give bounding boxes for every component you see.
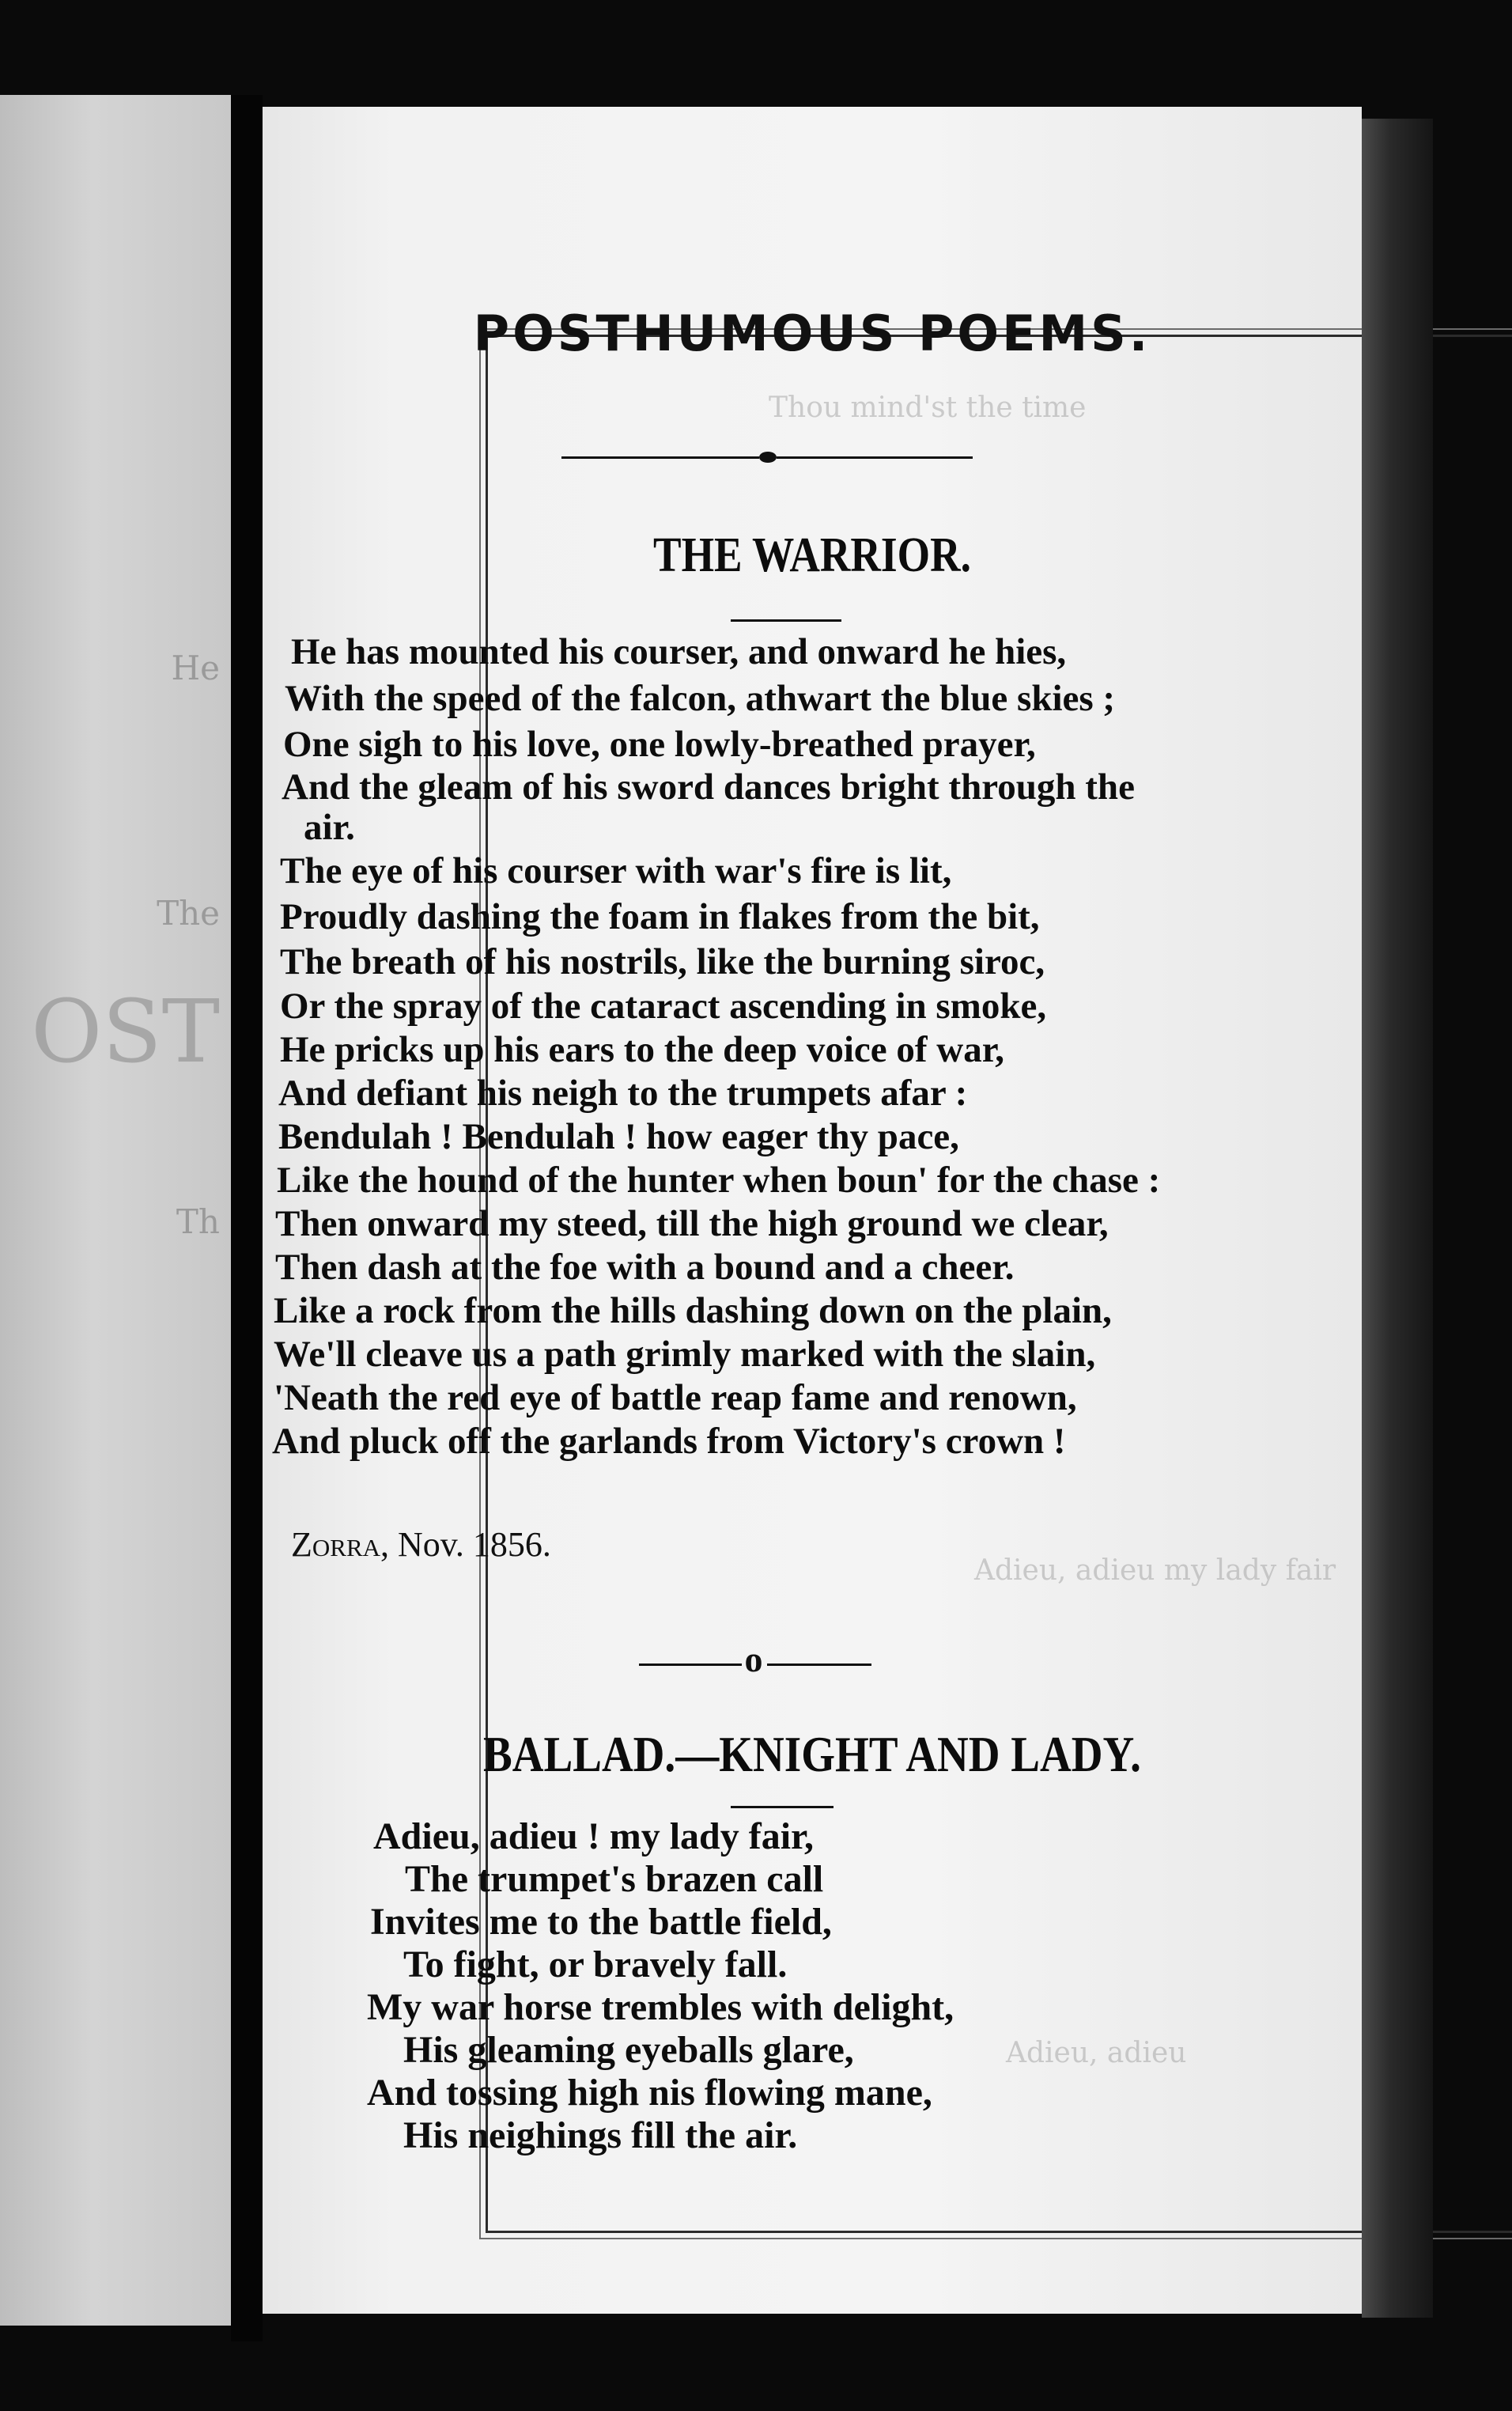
header-rule-ornament bbox=[759, 452, 777, 463]
poem-line: To fight, or bravely fall. bbox=[403, 1944, 788, 1985]
poem-title: THE WARRIOR. bbox=[653, 528, 971, 582]
poem-line: The breath of his nostrils, like the burning siroc, bbox=[280, 941, 1045, 982]
poem-line: With the speed of the falcon, athwart the blue skies ; bbox=[285, 678, 1116, 719]
facing-page-ghost-text: He bbox=[171, 649, 220, 687]
dateline-date: , Nov. 1856. bbox=[380, 1525, 551, 1564]
show-through-text: Adieu, adieu my lady fair bbox=[974, 1554, 1336, 1587]
poem-line: Then onward my steed, till the high ground we clear, bbox=[275, 1203, 1109, 1244]
show-through-text: Adieu, adieu bbox=[1006, 2037, 1187, 2069]
book-page bbox=[263, 107, 1362, 2314]
poem-line: Like the hound of the hunter when boun' for the chase : bbox=[277, 1160, 1161, 1201]
poem-line: The eye of his courser with war's fire is lit, bbox=[280, 850, 952, 891]
poem-body bbox=[364, 1815, 954, 2157]
poem-line: One sigh to his love, one lowly-breathed prayer, bbox=[283, 724, 1036, 765]
poem-line: 'Neath the red eye of battle reap fame and renown, bbox=[274, 1377, 1077, 1418]
poem-line: His neighings fill the air. bbox=[403, 2114, 798, 2156]
poem-line: We'll cleave us a path grimly marked with the slain, bbox=[274, 1334, 1096, 1375]
poem-line: Then dash at the foe with a bound and a cheer. bbox=[275, 1247, 1015, 1288]
facing-page-ghost-text: The bbox=[157, 894, 220, 933]
poem-line: air. bbox=[304, 807, 355, 848]
poem-line: And defiant his neigh to the trumpets afar : bbox=[278, 1073, 968, 1114]
poem-line: Adieu, adieu ! my lady fair, bbox=[373, 1815, 814, 1857]
separator-rule-right bbox=[767, 1663, 871, 1666]
dateline-place: Zorra bbox=[291, 1525, 381, 1564]
separator-glyph: o bbox=[744, 1639, 763, 1679]
poem-line: Like a rock from the hills dashing down on the plain, bbox=[274, 1290, 1112, 1331]
header-rule-left bbox=[561, 456, 759, 459]
book-gutter bbox=[231, 95, 263, 2341]
facing-page-ghost-text: OST bbox=[31, 981, 220, 1082]
poem-line: And the gleam of his sword dances bright through the bbox=[282, 766, 1135, 808]
poem-line: Proudly dashing the foam in flakes from the bit, bbox=[280, 896, 1040, 937]
separator-rule-left bbox=[639, 1663, 742, 1666]
facing-page bbox=[0, 95, 231, 2326]
poem-line: He pricks up his ears to the deep voice of war, bbox=[280, 1029, 1005, 1070]
show-through-text: Thou mind'st the time bbox=[769, 392, 1087, 424]
poem-title: BALLAD.—KNIGHT AND LADY. bbox=[483, 1726, 1141, 1782]
page-edge-shadow bbox=[1362, 119, 1433, 2318]
poem-line: He has mounted his courser, and onward he hies, bbox=[291, 631, 1067, 672]
poem-line: And pluck off the garlands from Victory's crown ! bbox=[272, 1421, 1066, 1462]
poem-line: Bendulah ! Bendulah ! how eager thy pace, bbox=[278, 1116, 959, 1157]
poem-dateline bbox=[291, 1524, 551, 1565]
poem-line: The trumpet's brazen call bbox=[405, 1858, 824, 1900]
header-rule-right bbox=[777, 456, 973, 459]
poem-line: Or the spray of the cataract ascending in smoke, bbox=[280, 986, 1047, 1027]
poem-body bbox=[272, 629, 1160, 1463]
poem-line: Invites me to the battle field, bbox=[370, 1901, 832, 1943]
page-header: POSTHUMOUS POEMS. bbox=[473, 305, 1151, 362]
poem-line: And tossing high nis flowing mane, bbox=[367, 2072, 932, 2114]
facing-page-ghost-text: Th bbox=[176, 1202, 220, 1241]
poem-line: His gleaming eyeballs glare, bbox=[403, 2029, 854, 2071]
title-underline bbox=[731, 619, 841, 622]
title-underline bbox=[731, 1806, 833, 1808]
poem-line: My war horse trembles with delight, bbox=[367, 1986, 954, 2028]
